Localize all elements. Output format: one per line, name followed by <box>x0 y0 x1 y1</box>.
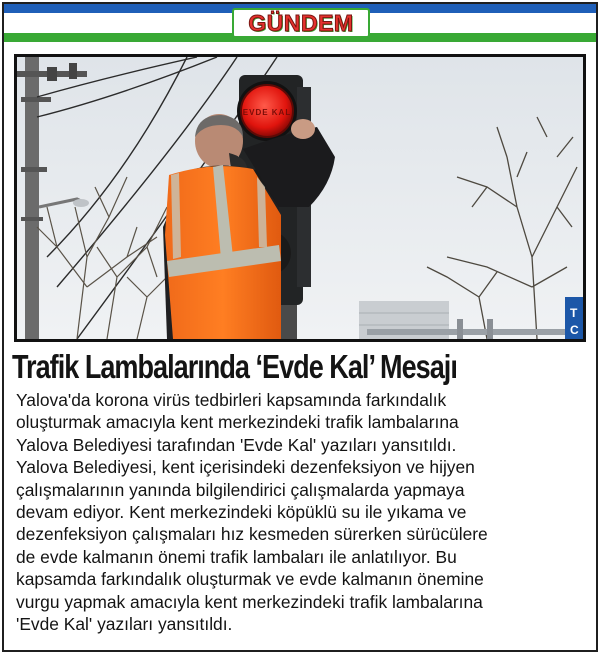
article-line: dezenfeksiyon çalışmaları hız kesmeden sürerken sürücülere <box>16 524 488 545</box>
article-line: oluşturmak amacıyla kent merkezindeki trafik lambalarına <box>16 412 459 433</box>
section-label: GÜNDEM <box>248 9 354 36</box>
road-sign-digit: C <box>570 323 579 337</box>
article-line: de evde kalmanın önemi trafik lambaları ile anlatılıyor. Bu <box>16 546 457 567</box>
article-line: Yalova'da korona virüs tedbirleri kapsamında farkındalık <box>16 390 447 410</box>
article-headline: Trafik Lambalarında ‘Evde Kal’ Mesajı <box>12 348 457 385</box>
article-line: çalışmalarının yanında bilgilendirici çalışmalarda yapmaya <box>16 479 465 500</box>
road-sign-letter: T <box>570 306 578 320</box>
photo-illustration <box>17 57 583 339</box>
article-line: Yalova Belediyesi, kent içerisindeki dezenfeksiyon ve hijyen <box>16 457 475 478</box>
article-line: 'Evde Kal' yazıları yansıtıldı. <box>16 614 233 635</box>
section-label-box <box>232 8 370 38</box>
news-photo <box>14 54 586 342</box>
article-line: Yalova Belediyesi tarafından 'Evde Kal' yazıları yansıtıldı. <box>16 434 457 455</box>
article-body <box>16 389 588 635</box>
article-line: devam ediyor. Kent merkezindeki köpüklü su ile yıkama ve <box>16 502 467 523</box>
section-header-band <box>4 4 596 42</box>
article-line: vurgu yapmak amacıyla kent merkezindeki trafik lambalarına <box>16 591 483 612</box>
lamp-sign-text: EVDE KAL <box>242 108 292 117</box>
road-sign <box>565 297 583 339</box>
article-line: kapsamda farkındalık oluşturmak ve evde kalmanın önemine <box>16 569 484 590</box>
